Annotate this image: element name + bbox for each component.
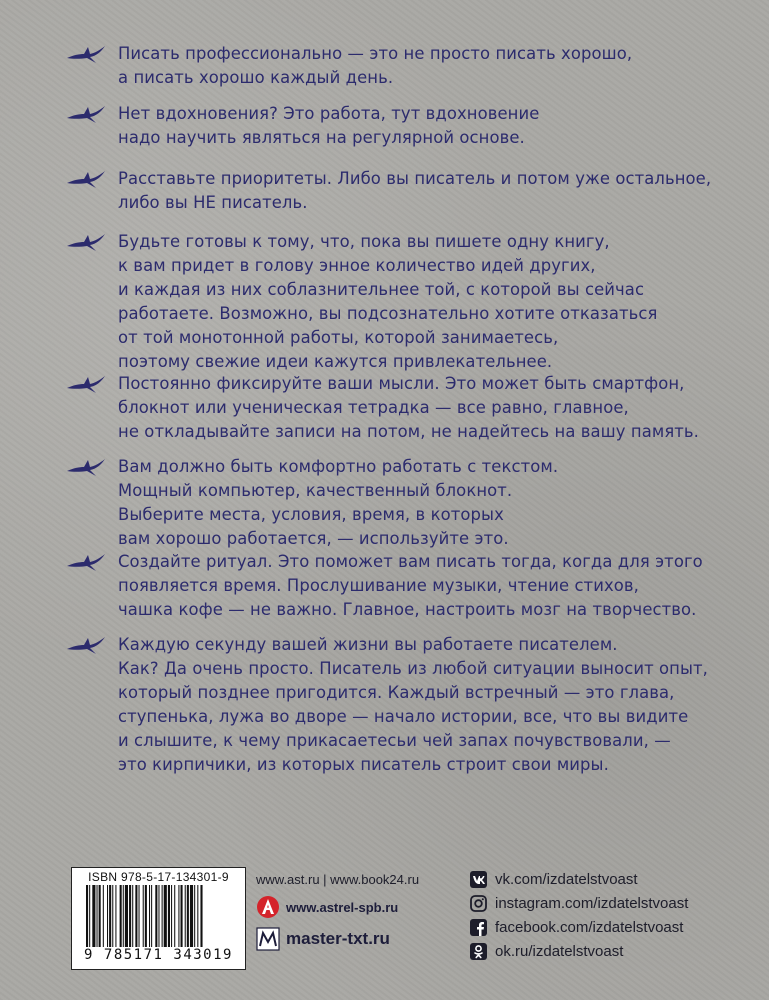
odnoklassniki-icon <box>470 943 487 960</box>
tip-text: Постоянно фиксируйте ваши мысли. Это может быть смартфон, блокнот или ученическая тетрадка — все равно, главное, не откладывайте записи на потом, не надейтесь на вашу память. <box>118 374 699 441</box>
swallow-bird-icon <box>66 43 106 65</box>
tip-item <box>66 167 711 215</box>
tip-item <box>66 42 632 90</box>
social-odnoklassniki[interactable] <box>470 939 760 963</box>
odnoklassniki-link[interactable]: ok.ru/izdatelstvoast <box>495 942 624 960</box>
tip-item <box>66 455 558 551</box>
tip-text: Создайте ритуал. Это поможет вам писать тогда, когда для этого появляется время. Прослушивание музыки, чтение стихов, чашка кофе — не важно. Главное, настроить мозг на творчество. <box>118 552 703 619</box>
tip-item <box>66 102 539 150</box>
facebook-link[interactable]: facebook.com/izdatelstvoast <box>495 918 684 936</box>
master-logo-icon <box>256 927 280 951</box>
swallow-bird-icon <box>66 634 106 656</box>
master-site-link[interactable]: master-txt.ru <box>286 929 390 948</box>
swallow-bird-icon <box>66 231 106 253</box>
publisher-sites <box>256 872 456 951</box>
tip-text: Будьте готовы к тому, что, пока вы пишете одну книгу, к вам придет в голову энное количество идей других, и каждая из них соблазнительнее той, с которой вы сейчас работаете. Возможно, вы подсознательно хотите отказаться от той монотонной работы, которой занимаетесь, поэтому свежие идеи кажутся привлекательнее. <box>118 232 658 371</box>
social-links <box>470 867 760 963</box>
facebook-icon <box>470 919 487 936</box>
swallow-bird-icon <box>66 456 106 478</box>
tip-text: Нет вдохновения? Это работа, тут вдохновение надо научить являться на регулярной основе. <box>118 104 540 147</box>
swallow-bird-icon <box>66 103 106 125</box>
social-instagram[interactable] <box>470 891 760 915</box>
tip-text: Расставьте приоритеты. Либо вы писатель и потом уже остальное, либо вы НЕ писатель. <box>118 169 712 212</box>
swallow-bird-icon <box>66 168 106 190</box>
instagram-icon <box>470 895 487 912</box>
tip-text: Писать профессионально — это не просто писать хорошо, а писать хорошо каждый день. <box>118 44 633 87</box>
tip-text: Каждую секунду вашей жизни вы работаете писателем. Как? Да очень просто. Писатель из любой ситуации выносит опыт, который позднее пригодится. Каждый встречный — это глава, ступенька, лужа во дворе — начало истории, все, что вы видите и слышите, к чему прикасаетесьи чей запах почувствовали, — это кирпичики, из которых писатель строит свои миры. <box>118 635 708 774</box>
vk-icon <box>470 871 487 888</box>
social-vk[interactable] <box>470 867 760 891</box>
astrel-site-link[interactable]: www.astrel-spb.ru <box>286 899 399 915</box>
tip-item <box>66 230 657 374</box>
isbn-digits: 9 785171 343019 <box>84 947 233 963</box>
swallow-bird-icon <box>66 373 106 395</box>
barcode-image <box>86 885 236 947</box>
publisher-master[interactable] <box>256 927 456 951</box>
tip-item <box>66 550 703 622</box>
isbn-label: ISBN 978-5-17-134301-9 <box>88 870 229 884</box>
tip-text: Вам должно быть комфортно работать с текстом. Мощный компьютер, качественный блокнот. Выберите места, условия, время, в которых вам хорошо работается, — используйте это. <box>118 457 559 548</box>
instagram-link[interactable]: instagram.com/izdatelstvoast <box>495 894 689 912</box>
publisher-astrel[interactable] <box>256 895 456 919</box>
astrel-logo-icon <box>256 895 280 919</box>
tip-item <box>66 633 708 777</box>
social-facebook[interactable] <box>470 915 760 939</box>
tip-item <box>66 372 699 444</box>
swallow-bird-icon <box>66 551 106 573</box>
sites-line[interactable]: www.ast.ru | www.book24.ru <box>256 872 420 887</box>
vk-link[interactable]: vk.com/izdatelstvoast <box>495 870 638 888</box>
isbn-barcode-box <box>71 867 246 970</box>
